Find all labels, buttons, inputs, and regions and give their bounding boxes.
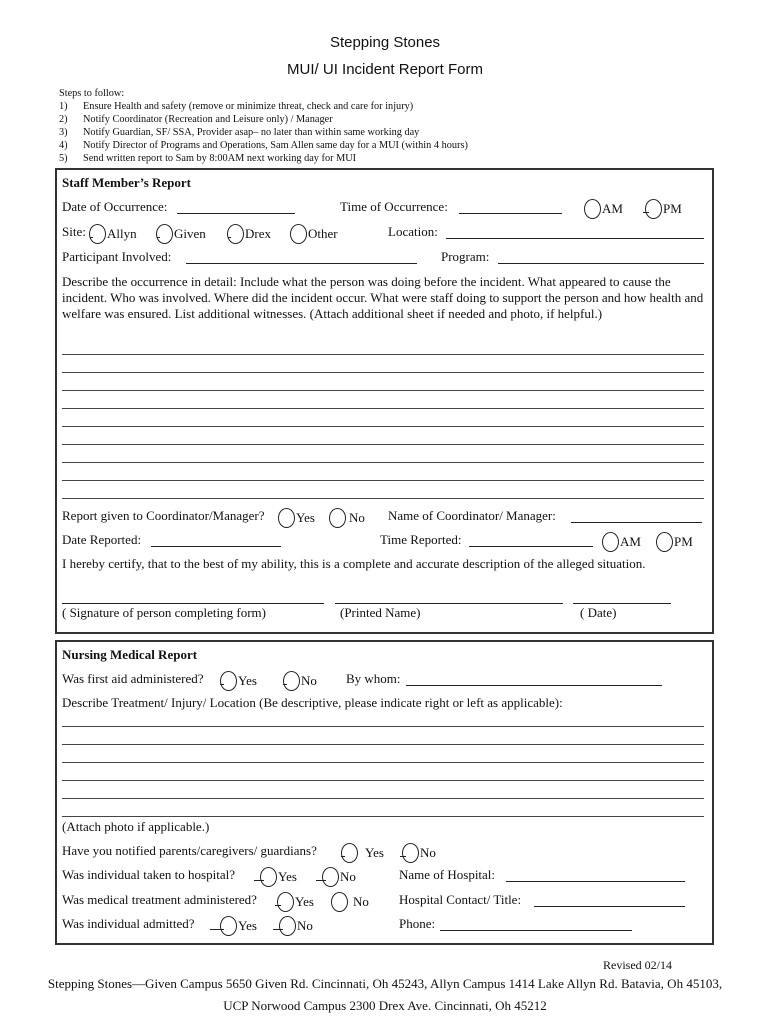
site-given-option[interactable]: Given xyxy=(157,224,206,244)
yes-radio[interactable] xyxy=(277,892,294,912)
treatment-no-option[interactable]: No xyxy=(335,892,369,912)
description-line[interactable] xyxy=(62,444,704,445)
time-of-occurrence-field[interactable] xyxy=(459,213,562,214)
step-item: 5) Send written report to Sam by 8:00AM next working day for MUI xyxy=(59,153,357,164)
attach-photo-note: (Attach photo if applicable.) xyxy=(62,819,210,834)
no-radio[interactable] xyxy=(279,916,296,936)
description-line[interactable] xyxy=(62,498,704,499)
participant-field[interactable] xyxy=(186,263,417,264)
other-radio[interactable] xyxy=(290,224,307,244)
admitted-label: Was individual admitted? xyxy=(62,916,195,931)
drex-radio[interactable] xyxy=(227,224,244,244)
hospital-contact-label: Hospital Contact/ Title: xyxy=(399,892,522,907)
by-whom-field[interactable] xyxy=(406,685,662,686)
date-reported-label: Date Reported: xyxy=(62,532,142,547)
notified-no-option[interactable]: No xyxy=(400,843,436,863)
first-aid-yes-option[interactable]: Yes xyxy=(220,671,257,691)
signature-date-field[interactable] xyxy=(573,603,671,604)
pm-radio[interactable] xyxy=(645,199,662,219)
signature-label: ( Signature of person completing form) xyxy=(62,605,266,620)
phone-field[interactable] xyxy=(440,930,632,931)
nursing-report-heading: Nursing Medical Report xyxy=(62,647,198,662)
footer-address-line1: Stepping Stones—Given Campus 5650 Given Rd. Cincinnati, Oh 45243, Allyn Campus 1414 Lake Allyn Rd. Batavia, Oh 45103, xyxy=(47,976,723,991)
treatment-description-label: Describe Treatment/ Injury/ Location (Be descriptive, please indicate right or left as applicable): xyxy=(62,695,563,710)
no-radio[interactable] xyxy=(329,508,346,528)
treatment-line[interactable] xyxy=(62,780,704,781)
am-radio[interactable] xyxy=(584,199,601,219)
coordinator-name-label: Name of Coordinator/ Manager: xyxy=(388,508,556,523)
yes-radio[interactable] xyxy=(220,671,237,691)
date-reported-field[interactable] xyxy=(151,546,281,547)
first-aid-label: Was first aid administered? xyxy=(62,671,204,686)
description-line[interactable] xyxy=(62,390,704,391)
time-of-occurrence-label: Time of Occurrence: xyxy=(340,199,448,214)
am-radio[interactable] xyxy=(602,532,619,552)
allyn-radio[interactable] xyxy=(89,224,106,244)
yes-radio[interactable] xyxy=(341,843,358,863)
step-item: 3) Notify Guardian, SF/ SSA, Provider asap– no later than within same working day xyxy=(59,127,420,138)
location-label: Location: xyxy=(388,224,438,239)
location-field[interactable] xyxy=(446,238,704,239)
first-aid-no-option[interactable]: No xyxy=(283,671,317,691)
revision-date: Revised 02/14 xyxy=(603,958,672,972)
occurrence-am-option[interactable]: AM xyxy=(588,199,623,219)
given-radio[interactable] xyxy=(156,224,173,244)
time-reported-label: Time Reported: xyxy=(380,532,462,547)
hospital-name-field[interactable] xyxy=(506,881,685,882)
report-given-yes-option[interactable]: Yes xyxy=(282,508,315,528)
report-given-label: Report given to Coordinator/Manager? xyxy=(62,508,265,523)
describe-instructions: Describe the occurrence in detail: Include what the person was doing before the incident. What appeared to cause the incident. Who was involved. Where did the incident occur. What were staff doing to support the person and how health and welfare was ensured. List additional witnesses. (Attach additional sheet if needed and photo, if helpful.) xyxy=(62,274,704,321)
yes-radio[interactable] xyxy=(260,867,277,887)
certify-statement: I hereby certify, that to the best of my ability, this is a complete and accurate description of the alleged situation. xyxy=(62,556,646,571)
no-radio[interactable] xyxy=(322,867,339,887)
description-line[interactable] xyxy=(62,426,704,427)
coordinator-name-field[interactable] xyxy=(571,522,702,523)
report-given-no-option[interactable]: No xyxy=(333,508,365,528)
treatment-administered-label: Was medical treatment administered? xyxy=(62,892,257,907)
pm-radio[interactable] xyxy=(656,532,673,552)
site-label: Site: xyxy=(62,224,86,239)
notified-label: Have you notified parents/caregivers/ guardians? xyxy=(62,843,317,858)
description-line[interactable] xyxy=(62,480,704,481)
date-of-occurrence-field[interactable] xyxy=(177,213,295,214)
program-field[interactable] xyxy=(498,263,704,264)
no-radio[interactable] xyxy=(402,843,419,863)
time-reported-field[interactable] xyxy=(469,546,593,547)
printed-name-field[interactable] xyxy=(335,603,563,604)
printed-name-label: (Printed Name) xyxy=(340,605,421,620)
yes-radio[interactable] xyxy=(278,508,295,528)
steps-list xyxy=(59,87,468,165)
step-item: 4) Notify Director of Programs and Operations, Sam Allen same day for a MUI (within 4 hours) xyxy=(59,140,468,151)
description-line[interactable] xyxy=(62,354,704,355)
treatment-line[interactable] xyxy=(62,744,704,745)
reported-am-option[interactable]: AM xyxy=(606,532,641,552)
site-other-option[interactable]: Other xyxy=(294,224,338,244)
treatment-line[interactable] xyxy=(62,798,704,799)
signature-field[interactable] xyxy=(62,603,324,604)
date-of-occurrence-label: Date of Occurrence: xyxy=(62,199,168,214)
treatment-line[interactable] xyxy=(62,762,704,763)
org-name: Stepping Stones xyxy=(329,34,441,51)
yes-radio[interactable] xyxy=(220,916,237,936)
step-item: 2) Notify Coordinator (Recreation and Leisure only) / Manager xyxy=(59,114,333,125)
hospital-name-label: Name of Hospital: xyxy=(399,867,496,882)
treatment-yes-option[interactable]: Yes xyxy=(275,892,314,912)
admitted-no-option[interactable]: No xyxy=(273,916,313,936)
step-item: 1) Ensure Health and safety (remove or minimize threat, check and care for injury) xyxy=(59,101,414,112)
hospital-label: Was individual taken to hospital? xyxy=(62,867,235,882)
site-allyn-option[interactable]: Allyn xyxy=(90,224,137,244)
description-line[interactable] xyxy=(62,462,704,463)
phone-label: Phone: xyxy=(399,916,436,931)
hospital-no-option[interactable]: No xyxy=(316,867,356,887)
program-label: Program: xyxy=(441,249,490,264)
admitted-yes-option[interactable]: Yes xyxy=(210,916,257,936)
description-line[interactable] xyxy=(62,408,704,409)
site-drex-option[interactable]: Drex xyxy=(228,224,271,244)
no-radio[interactable] xyxy=(283,671,300,691)
description-line[interactable] xyxy=(62,372,704,373)
hospital-yes-option[interactable]: Yes xyxy=(254,867,297,887)
occurrence-pm-option[interactable]: PM xyxy=(643,199,682,219)
hospital-contact-field[interactable] xyxy=(534,906,685,907)
footer-address-line2: UCP Norwood Campus 2300 Drex Ave. Cincinnati, Oh 45212 xyxy=(223,998,547,1013)
treatment-line[interactable] xyxy=(62,726,704,727)
notified-yes-option[interactable]: Yes xyxy=(341,843,384,863)
no-radio[interactable] xyxy=(331,892,348,912)
form-title: MUI/ UI Incident Report Form xyxy=(287,61,483,78)
staff-report-heading: Staff Member’s Report xyxy=(62,175,191,190)
treatment-line[interactable] xyxy=(62,816,704,817)
by-whom-label: By whom: xyxy=(346,671,401,686)
reported-pm-option[interactable]: PM xyxy=(660,532,693,552)
signature-date-label: ( Date) xyxy=(580,605,617,620)
participant-label: Participant Involved: xyxy=(62,249,172,264)
steps-heading: Steps to follow: xyxy=(59,88,125,99)
